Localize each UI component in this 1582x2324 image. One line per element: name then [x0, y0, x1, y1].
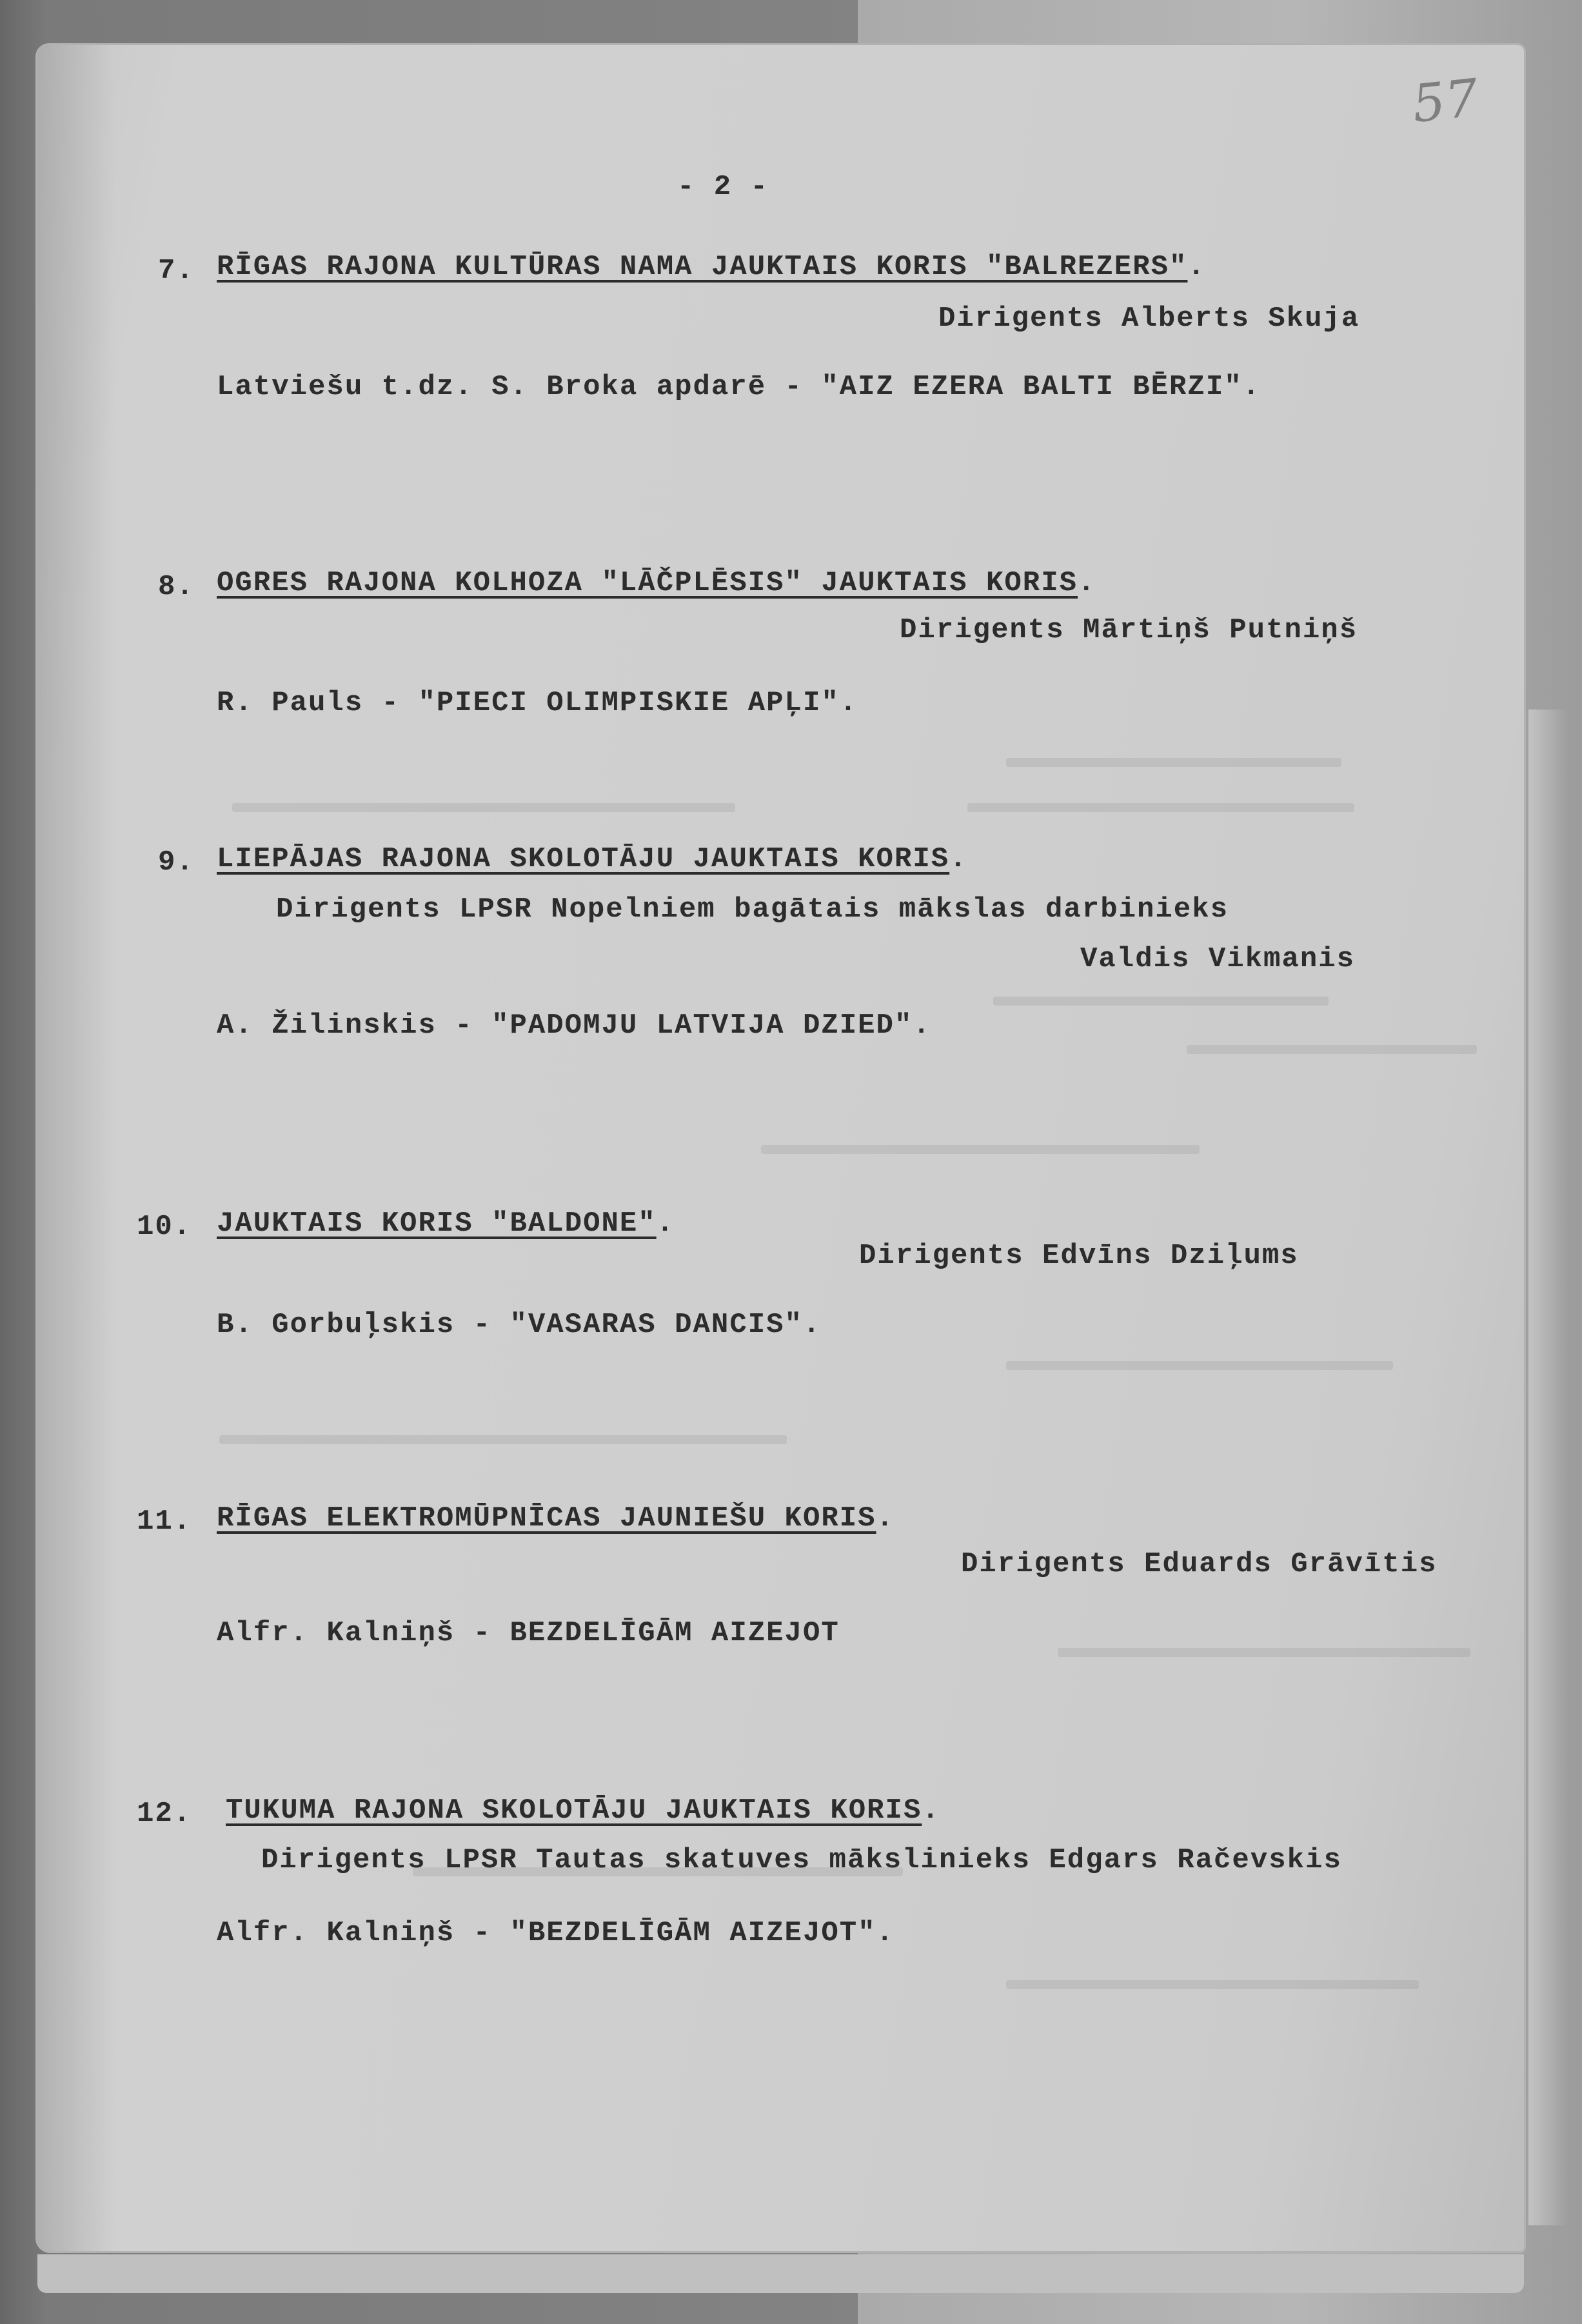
- entry-number: 7.: [158, 255, 195, 287]
- bleed-through-line: [1187, 1045, 1477, 1054]
- entry-number: 12.: [137, 1798, 192, 1830]
- bleed-through-line: [993, 997, 1329, 1006]
- bleed-through-line: [1006, 758, 1341, 767]
- entry-title-period: .: [922, 1794, 940, 1827]
- entry-title-period: .: [1187, 251, 1206, 283]
- bleed-through-line: [219, 1435, 787, 1444]
- entry-title-text: JAUKTAIS KORIS "BALDONE": [217, 1207, 657, 1240]
- song: R. Pauls - "PIECI OLIMPISKIE APĻI".: [217, 687, 858, 719]
- entry-title-text: OGRES RAJONA KOLHOZA "LĀČPLĒSIS" JAUKTAIS KORIS: [217, 567, 1078, 599]
- entry-title: [217, 1504, 895, 1533]
- entry-title-period: .: [876, 1502, 895, 1534]
- entry-title-period: .: [1078, 567, 1096, 599]
- entry-number: 9.: [158, 846, 195, 879]
- entry-number: 10.: [137, 1211, 192, 1243]
- entry-title-text: RĪGAS RAJONA KULTŪRAS NAMA JAUKTAIS KORIS "BALREZERS": [217, 251, 1188, 283]
- bleed-through-line: [1006, 1361, 1393, 1370]
- bleed-through-line: [232, 803, 735, 812]
- page-left-shadow: [37, 45, 115, 2251]
- song: Alfr. Kalniņš - "BEZDELĪGĀM AIZEJOT".: [217, 1917, 895, 1949]
- conductor-name: Valdis Vikmanis: [1080, 943, 1356, 975]
- entry-title-text: LIEPĀJAS RAJONA SKOLOTĀJU JAUKTAIS KORIS: [217, 843, 950, 875]
- underlying-sheet-edge: [1528, 710, 1567, 2225]
- entry-number: 8.: [158, 571, 195, 603]
- song: Alfr. Kalniņš - BEZDELĪGĀM AIZEJOT: [217, 1617, 840, 1649]
- conductor: Dirigents LPSR Nopelniem bagātais mākslas darbinieks: [276, 893, 1229, 926]
- entry-title-period: .: [949, 843, 968, 875]
- song: B. Gorbuļskis - "VASARAS DANCIS".: [217, 1309, 822, 1341]
- entry-title: [217, 253, 1206, 281]
- bleed-through-line: [1058, 1648, 1470, 1657]
- entry-title-period: .: [656, 1207, 675, 1240]
- page-number: - 2 -: [677, 171, 769, 203]
- conductor: Dirigents Mārtiņš Putniņš: [900, 614, 1358, 646]
- handwritten-folio-number: 57: [1409, 67, 1481, 135]
- entry-number: 11.: [137, 1505, 192, 1538]
- conductor: Dirigents Eduards Grāvītis: [961, 1548, 1438, 1580]
- page-bottom-edge: [37, 2254, 1524, 2293]
- bleed-through-line: [967, 803, 1354, 812]
- conductor: Dirigents Edvīns Dziļums: [859, 1240, 1299, 1272]
- bleed-through-line: [1006, 1980, 1419, 1989]
- entry-title-text: TUKUMA RAJONA SKOLOTĀJU JAUKTAIS KORIS: [226, 1794, 922, 1827]
- entry-title: [226, 1796, 940, 1825]
- song: Latviešu t.dz. S. Broka apdarē - "AIZ EZERA BALTI BĒRZI".: [217, 371, 1261, 403]
- conductor: Dirigents Alberts Skuja: [938, 303, 1360, 335]
- conductor: Dirigents LPSR Tautas skatuves mākslinieks Edgars Račevskis: [261, 1844, 1342, 1876]
- entry-title: [217, 569, 1096, 597]
- entry-title-text: RĪGAS ELEKTROMŪPNĪCAS JAUNIEŠU KORIS: [217, 1502, 876, 1534]
- bleed-through-line: [761, 1145, 1200, 1154]
- entry-title: [217, 1209, 675, 1238]
- entry-title: [217, 845, 968, 873]
- song: A. Žilinskis - "PADOMJU LATVIJA DZIED".: [217, 1009, 931, 1042]
